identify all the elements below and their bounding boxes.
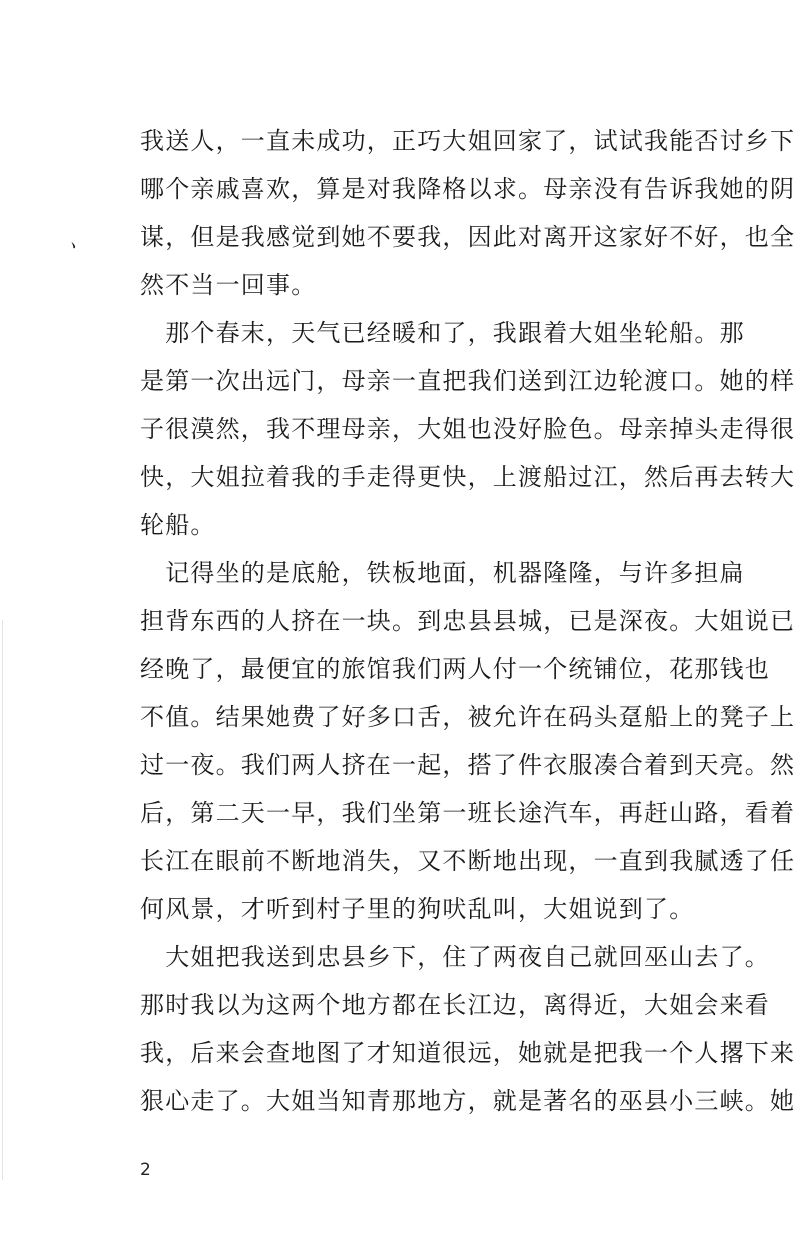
- text-line: 后，第二天一早，我们坐第一班长途汽车，再赶山路，看着: [140, 799, 796, 827]
- text-line: 记得坐的是底舱，铁板地面，机器隆隆，与许多担扁: [140, 559, 745, 587]
- text-line: 是第一次出远门，母亲一直把我们送到江边轮渡口。她的样: [140, 367, 796, 395]
- text-line: 长江在眼前不断地消失，又不断地出现，一直到我腻透了任: [140, 847, 796, 875]
- text-line: 快，大姐拉着我的手走得更快，上渡船过江，然后再去转大: [140, 463, 796, 491]
- text-line: 然不当一回事。: [140, 271, 317, 299]
- text-line: 子很漠然，我不理母亲，大姐也没好脸色。母亲掉头走得很: [140, 415, 796, 443]
- text-line: 大姐把我送到忠县乡下，住了两夜自己就回巫山去了。: [140, 943, 770, 971]
- text-line: 谋，但是我感觉到她不要我，因此对离开这家好不好，也全: [140, 223, 796, 251]
- text-line: 过一夜。我们两人挤在一起，搭了件衣服凑合着到天亮。然: [140, 751, 796, 779]
- text-line: 担背东西的人挤在一块。到忠县县城，已是深夜。大姐说已: [140, 607, 796, 635]
- text-line: 经晚了，最便宜的旅馆我们两人付一个统铺位，花那钱也: [140, 655, 770, 683]
- stray-ink-mark: 、: [67, 227, 95, 257]
- text-line: 我，后来会查地图了才知道很远，她就是把我一个人撂下来: [140, 1039, 796, 1067]
- text-line: 何风景，才听到村子里的狗吠乱叫，大姐说到了。: [140, 895, 695, 923]
- text-line: 那时我以为这两个地方都在长江边，离得近，大姐会来看: [140, 991, 770, 1019]
- page-number: 2: [140, 1160, 151, 1180]
- text-line: 哪个亲戚喜欢，算是对我降格以求。母亲没有告诉我她的阴: [140, 175, 796, 203]
- text-line: 那个春末，天气已经暖和了，我跟着大姐坐轮船。那: [140, 319, 745, 347]
- page-edge-shadow: [2, 620, 3, 1180]
- text-line: 不值。结果她费了好多口舌，被允许在码头趸船上的凳子上: [140, 703, 796, 731]
- text-line: 狠心走了。大姐当知青那地方，就是著名的巫县小三峡。她: [140, 1087, 796, 1115]
- text-line: 轮船。: [140, 511, 216, 539]
- text-line: 我送人，一直未成功，正巧大姐回家了，试试我能否讨乡下: [140, 127, 796, 155]
